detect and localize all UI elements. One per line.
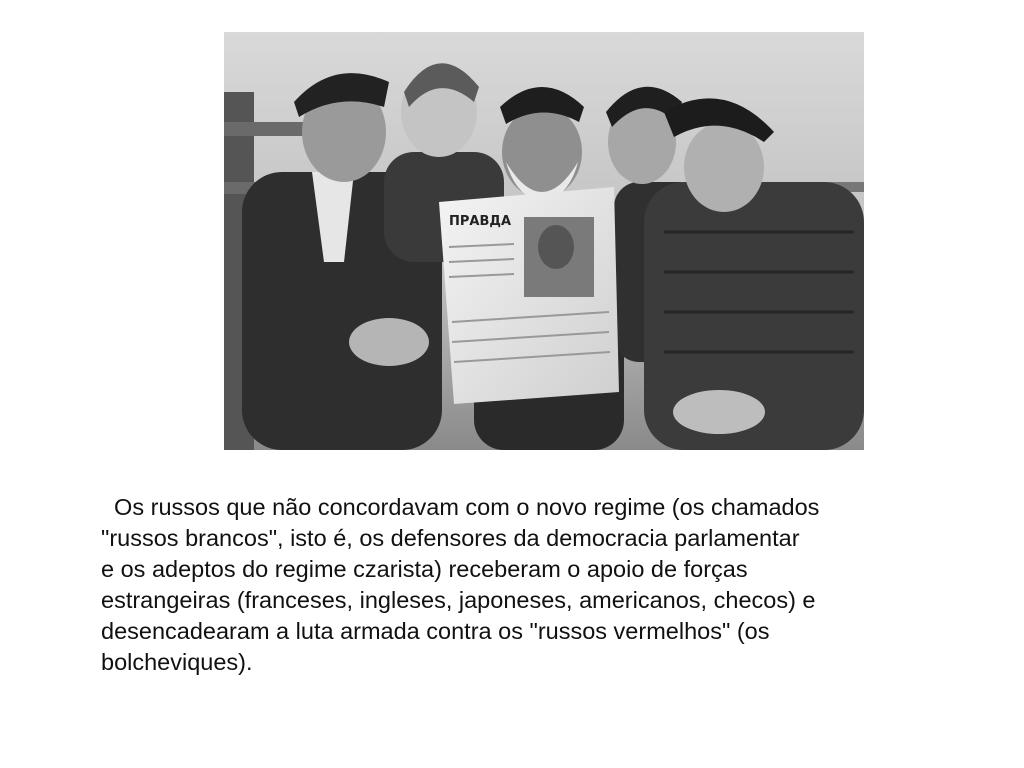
caption-line: e os adeptos do regime czarista) receberam o apoio de forças [101,556,748,582]
caption-line: desencadearam a luta armada contra os "russos vermelhos" (os [101,618,770,644]
caption-line: "russos brancos", isto é, os defensores da democracia parlamentar [101,525,800,551]
newspaper [439,187,619,404]
caption-line: Os russos que não concordavam com o novo regime (os chamados [101,494,820,520]
historical-photo [224,32,864,450]
caption-line: estrangeiras (franceses, ingleses, japoneses, americanos, checos) e [101,587,816,613]
photo-illustration [224,32,864,450]
slide-caption [101,492,961,678]
newspaper-masthead: ПРАВДА [449,214,512,229]
caption-line: bolcheviques). [101,649,253,675]
